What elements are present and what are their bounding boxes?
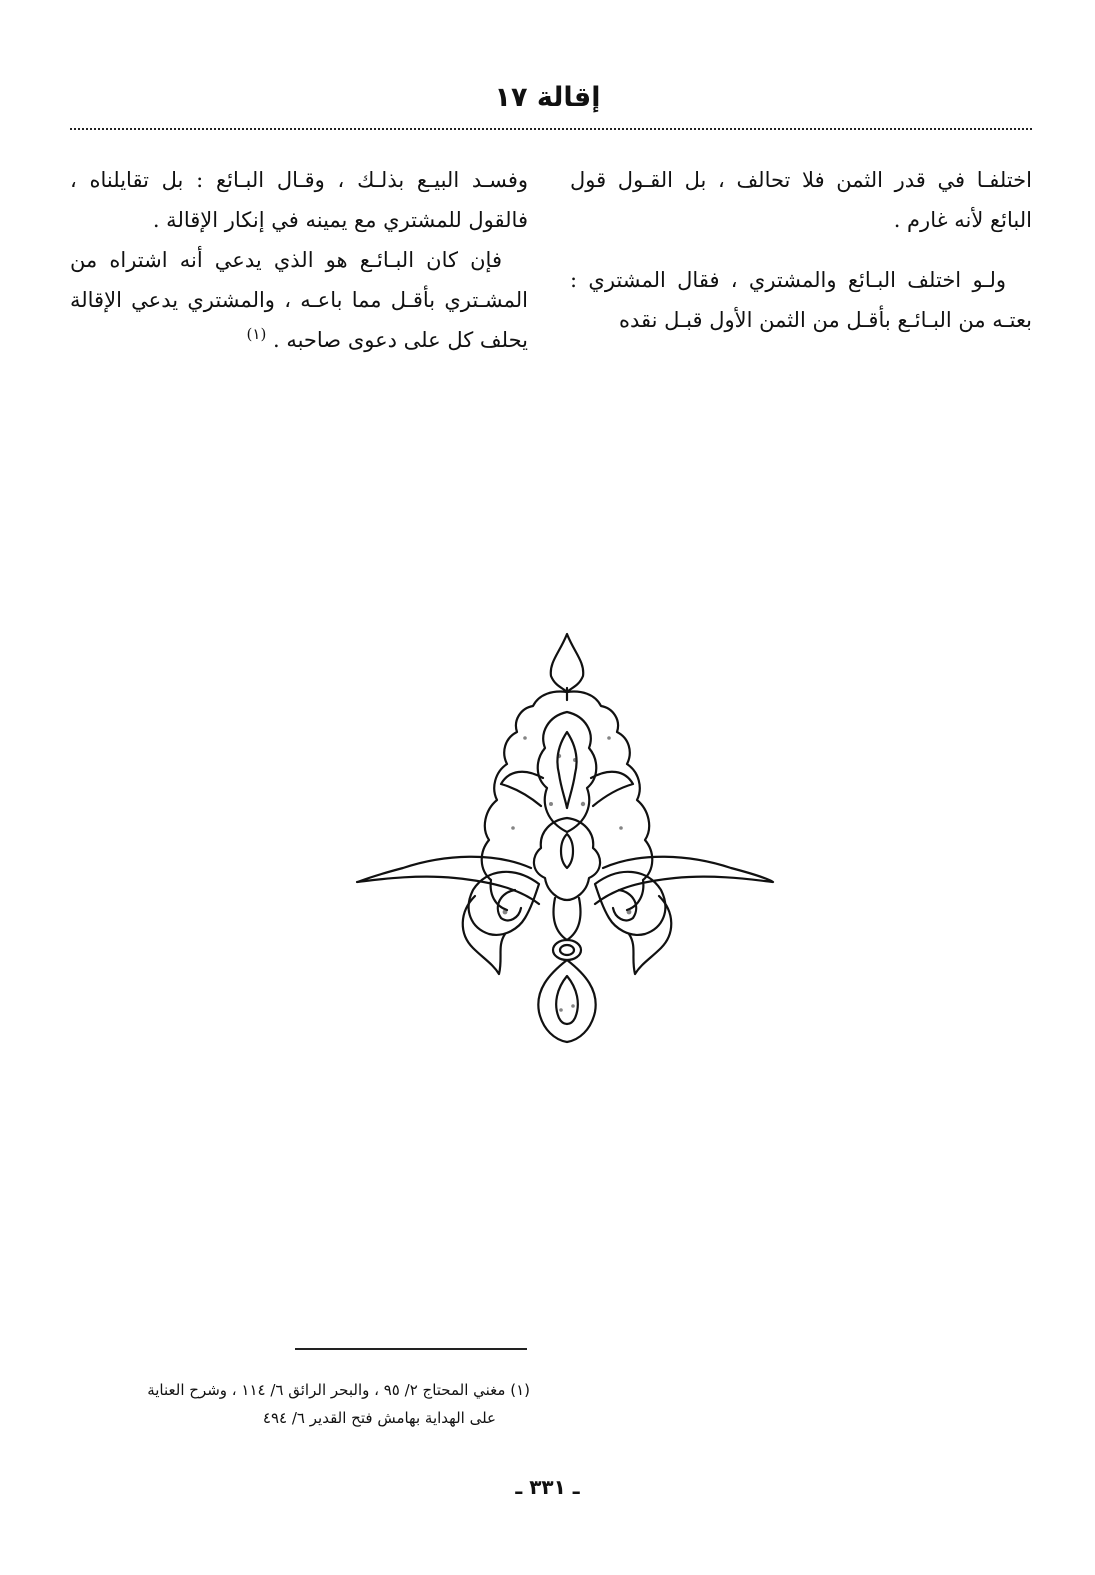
footnote-reference: (١) xyxy=(246,325,267,343)
footnotes xyxy=(70,1376,530,1432)
paragraph-text: فإن كان البـائـع هو الذي يدعي أنه اشتراه من المشـتري بأقـل مما باعـه ، والمشتري يدعي الإقالة يحلف كل على دعوى صاحبه . xyxy=(70,248,528,352)
page-title: إقالة ١٧ xyxy=(494,82,601,113)
text-column-left xyxy=(70,160,528,360)
footnote-line: (١) مغني المحتاج ٢/ ٩٥ ، والبحر الرائق ٦/ ١١٤ ، وشرح العناية xyxy=(147,1381,530,1399)
footnote-divider xyxy=(295,1348,527,1350)
floral-ornament-icon xyxy=(355,628,775,1048)
paragraph xyxy=(70,240,528,360)
text-column-right xyxy=(570,160,1032,340)
footnote-line: على الهداية بهامش فتح القدير ٦/ ٤٩٤ xyxy=(262,1409,496,1427)
paragraph: ولـو اختلف البـائع والمشتري ، فقال المشتري : بعتـه من البـائـع بأقـل من الثمن الأول قبـل نقده xyxy=(570,268,1032,332)
paragraph: اختلفـا في قدر الثمن فلا تحالف ، بل القـول قول البائع لأنه غارم . xyxy=(570,168,1032,232)
header-divider xyxy=(70,128,1032,130)
paragraph: وفسـد البيـع بذلـك ، وقـال البـائع : بل تقايلناه ، فالقول للمشتري مع يمينه في إنكار الإقالة . xyxy=(70,168,528,232)
page-number: ـ ٣٣١ ـ xyxy=(515,1475,580,1499)
